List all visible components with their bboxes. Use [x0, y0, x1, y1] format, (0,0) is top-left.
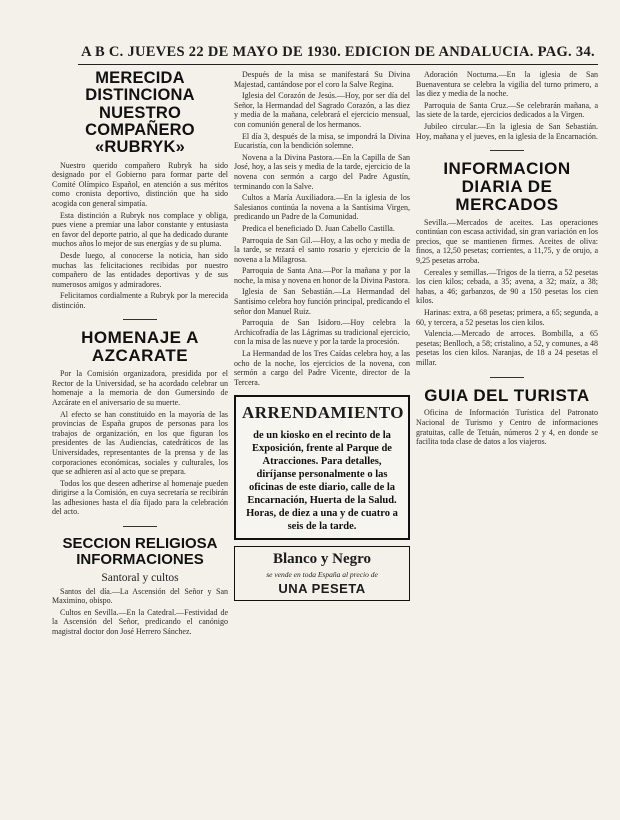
- article-paragraph: Santos del día.—La Ascensión del Señor y San Maximino, obispo.: [52, 586, 228, 606]
- column-middle: [234, 70, 410, 820]
- ad-price: UNA PESETA: [278, 581, 366, 597]
- subhead-santoral: Santoral y cultos: [101, 571, 179, 584]
- headline-guia-turista: GUIA DEL TURISTA: [424, 385, 590, 405]
- headline-religiosa: SECCION RELIGIOSA INFORMACIONES: [62, 535, 218, 568]
- article-paragraph: Felicitamos cordialmente a Rubryk por la merecida distinción.: [52, 291, 228, 310]
- section-ornament: [416, 373, 598, 383]
- article-paragraph: Nuestro querido compañero Rubryk ha sido designado por el Gobierno para formar parte del Comité Olímpico Español, en atención a sus méritos como cronista deportivo, distinción que ha sido acogida con general simpatía.: [52, 160, 228, 208]
- section-ornament: [52, 522, 228, 532]
- article-paragraph: Predica el beneficiado D. Juan Cabello Castilla.: [242, 223, 395, 233]
- article-paragraph: La Hermandad de los Tres Caídas celebra hoy, a las ocho de la noche, los ejercicios de la novena, con sermón a cargo del Padre Vicente, director de la Tercera.: [234, 349, 410, 387]
- page-header: A B C. JUEVES 22 DE MAYO DE 1930. EDICION DE ANDALUCIA. PAG. 34.: [81, 44, 595, 60]
- column-left: [52, 70, 228, 820]
- section-ornament: [52, 315, 228, 325]
- section-ornament: [416, 146, 598, 156]
- article-paragraph: Desde luego, al conocerse la noticia, han sido muchas las felicitaciones recibidas por nuestro compañero de las entidades deportivas y de sus numerosos amigos y admiradores.: [52, 250, 228, 289]
- ad-title: ARRENDAMIENTO: [242, 403, 405, 423]
- article-paragraph: Iglesia del Corazón de Jesús.—Hoy, por ser día del Señor, la Hermandad del Sagrado Corazón, a las diez y media de la mañana, celebrará el ejercicio mensual, con comunión general de los hermanos.: [234, 91, 410, 129]
- header-rule: [78, 64, 598, 65]
- article-paragraph: Harinas: extra, a 68 pesetas; primera, a 65; segunda, a 60, y tercera, a 52 pesetas los cien kilos.: [416, 308, 598, 327]
- ad-subtitle: se vende en toda España al precio de: [266, 570, 378, 580]
- headline-mercados: INFORMACION DIARIA DE MERCADOS: [443, 159, 571, 214]
- article-paragraph: Cereales y semillas.—Trigos de la tierra, a 52 pesetas los cien kilos; cebada, a 35; avena, a 32; maíz, a 38; habas, a 46; garbanzos, de 90 a 150 pesetas los cien kilos.: [416, 267, 598, 306]
- article-paragraph: Por la Comisión organizadora, presidida por el Rector de la Universidad, se ha acordado celebrar un homenaje a la memoria de don Gumersindo de Azcárate en el aniversario de su muerte.: [52, 369, 228, 407]
- article-paragraph: Después de la misa se manifestará Su Divina Majestad, cantándose por el coro la Salve Regina.: [234, 70, 410, 89]
- article-paragraph: Valencia.—Mercado de arroces. Bombilla, a 65 pesetas; Benlloch, a 58; cristalino, a 52, y comunes, a 48 pesetas los cien kilos. Naranjas, de 18 a 24 pesetas el millar.: [416, 329, 598, 367]
- article-paragraph: Al efecto se han constituido en la mayoría de las provincias de España grupos de personas para los trabajos de organización, en los que figuran los presidentes de las Audiencias, catedráticos de las Universidades, representantes de la prensa y de las corporaciones económicas, sociales y culturales, los que se adhieren así al acto que se prepara.: [52, 409, 228, 477]
- article-paragraph: Cultos en Sevilla.—En la Catedral.—Festividad de la Ascensión del Señor, predicando el canónigo magistral doctor don José Herrero Sánchez.: [52, 607, 228, 636]
- article-paragraph: Todos los que deseen adherirse al homenaje pueden dirigirse a la Comisión, en cuya secretaría se recibirán las adhesiones hasta el día fijado para la celebración del acto.: [52, 478, 228, 517]
- advertisement-blanco-y-negro: [234, 546, 410, 601]
- article-paragraph: Parroquia de San Gil.—Hoy, a las ocho y media de la tarde, se rezará el santo rosario y ejercicio de la novena a la Milagrosa.: [234, 235, 410, 264]
- column-right: [416, 70, 598, 820]
- article-paragraph: Oficina de Información Turística del Patronato Nacional de Turismo y Centro de informaciones gratuitas, calle de Tetuán, números 2 y 4, en donde se facilita toda clase de datos a los viajeros.: [416, 408, 598, 447]
- article-paragraph: Jubileo circular.—En la iglesia de San Sebastián. Hoy, mañana y el jueves, en la iglesia de la Encarnación.: [416, 121, 598, 141]
- article-paragraph: Novena a la Divina Pastora.—En la Capilla de San José, hoy, a las seis y media de la tarde, ejercicio de la novena con sermón a cargo del Padre Agustín, terminando con la Salve.: [234, 152, 410, 191]
- article-paragraph: Cultos a María Auxiliadora.—En la iglesia de los Salesianos continúa la novena a la Santísima Virgen, predicando un Padre de la Comunidad.: [234, 193, 410, 222]
- article-paragraph: Parroquia de Santa Ana.—Por la mañana y por la noche, la misa y novena en honor de la Divina Pastora.: [234, 266, 410, 285]
- headline-rubryk: MERECIDA DISTINCIONA NUESTRO COMPAÑERO «RUBRYK»: [85, 70, 195, 157]
- article-paragraph: Esta distinción a Rubryk nos complace y obliga, pues viene a premiar una labor constante y entusiasta en favor del deporte patrio, al que ha dedicado durante muchos años lo mejor de sus energías y de su pluma.: [52, 210, 228, 249]
- advertisement-arrendamiento: [234, 395, 410, 540]
- article-paragraph: Parroquia de San Isidoro.—Hoy celebra la Archicofradía de las Lágrimas su tradicional ejercicio, con la misa de las nueve y por la tarde la procesión.: [234, 318, 410, 347]
- headline-azcarate: HOMENAJE A AZCARATE: [81, 328, 199, 366]
- article-paragraph: Iglesia de San Sebastián.—La Hermandad del Santísimo celebra hoy función principal, predicando el señor don Manuel Ruiz.: [234, 287, 410, 316]
- article-paragraph: Sevilla.—Mercados de aceites. Las operaciones continúan con escasa actividad, sin gran variación en los precios, que se mantienen firmes. Aceites de oliva: finos, a 12,50 pesetas; corrientes, a 11,75, y de orujo, a 9,25 pesetas arroba.: [416, 217, 598, 266]
- article-paragraph: Adoración Nocturna.—En la iglesia de San Buenaventura se celebra la vigilia del turno primero, a las diez y media de la noche.: [416, 70, 598, 99]
- article-paragraph: El día 3, después de la misa, se impondrá la Divina Eucaristía, con la bendición solemne.: [234, 131, 410, 151]
- ad-title: Blanco y Negro: [272, 551, 372, 568]
- ad-text: de un kiosko en el recinto de la Exposición, frente al Parque de Atracciones. Para detalles, diríjanse personalmente o las oficinas de este diario, calle de la Encarnación, Huerta de la Salud. Horas, de diez a una y de cuatro a seis de la tarde.: [246, 430, 398, 533]
- article-paragraph: Parroquia de Santa Cruz.—Se celebrarán mañana, a las siete de la tarde, ejercicios dedicados a la Virgen.: [416, 100, 598, 120]
